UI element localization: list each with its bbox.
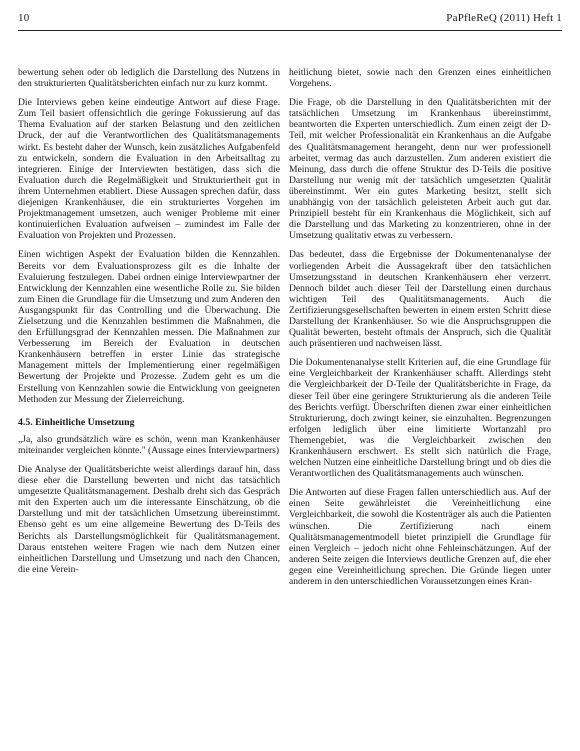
- paragraph: bewertung sehen oder ob lediglich die Darstellung des Nutzens in den strukturierten Qualitätsberichten einfach nur zu kurz kommt.: [18, 67, 280, 90]
- running-head: [18, 12, 562, 28]
- paragraph: Einen wichtigen Aspekt der Evaluation bilden die Kennzahlen. Bereits vor dem Evaluationsprozess gilt es die Inhalte der Evaluierung festzulegen. Dabei ordnen einige Interviewpartner der Entwicklung der Kennzahlen eine wesentliche Rolle zu. Sie bilden zum Einen die Grundlage für die Umsetzung und zum Anderen den Ausgangspunkt für das Controlling und die Überwachung. Die Zielsetzung und die Kennzahlen bestimmen die Maßnahmen, die den Erfüllungsgrad der Kennzahlen messen. Die Maßnahmen zur Verbesserung im Bereich der Evaluation in deutschen Krankenhäusern betreffen in erster Linie das strategische Management mittels der Implementierung einer regelmäßigen Bewertung der Projekte und Prozesse. Zudem geht es um die Erstellung von Kennzahlen sowie die Entwicklung von geeigneten Methoden zur Messung der Zielerreichung.: [18, 249, 280, 405]
- paragraph: Die Dokumentenanalyse stellt Kriterien auf, die eine Grundlage für eine Vergleichbarkeit der Krankenhäuser schafft. Allerdings steht die Vergleichbarkeit der D-Teile der Qualitätsberichte in Frage, da dieser Teil über eine geringere Strukturierung als die anderen Teile des Berichts verfügt. Überschriften dienen zwar einer einheitlichen Strukturierung, doch zwingt keiner, sie einzuhalten. Begrenzungen erfolgen lediglich über eine limitierte Wortanzahl pro Themengebiet, was die Vergleichbarkeit zwischen den Krankenhäusern erschwert. Es stellt sich natürlich die Frage, welchen Nutzen eine einheitliche Darstellung bringt und ob dies die Verantwortlichen des Qualitätsmanagements auch wünschen.: [289, 357, 551, 480]
- quote: „Ja, also grundsätzlich wäre es schön, wenn man Krankenhäuser miteinander vergleichen könnte." (Aussage eines Interviewpartners): [18, 433, 280, 456]
- paragraph: Das bedeutet, dass die Ergebnisse der Dokumentenanalyse der vorliegenden Arbeit die Aussagekraft über den tatsächlichen Umsetzungsstand in deutschen Krankenhäusern eher verzerrt. Dennoch bildet auch dieser Teil der Darstellung einen durchaus wichtigen Teil des Qualitätsmanagements. Auch die Zertifizierungsgesellschaften bewerten in einem ersten Schritt diese Darstellung der Krankenhäuser. So wie die Anspruchsgruppen die Qualität bewerten, besteht oftmals der Anspruch, sich die Qualität auch präsentieren und nachweisen lässt.: [289, 249, 551, 350]
- left-column: [18, 67, 280, 583]
- paragraph: Die Interviews geben keine eindeutige Antwort auf diese Frage. Zum Teil basiert offensichtlich die geringe Fokussierung auf das Thema Evaluation auf der starken Belastung und den zeitlichen Druck, der auf die Verantwortlichen des Qualitätsmanagements wirkt. Es besteht daher der Wunsch, kein zusätzliches Aufgabenfeld zu entwickeln, sondern die Evaluation in den Arbeitsalltag zu integrieren. Einige der Interviewten bestätigen, dass sich die Evaluation durch die Regelmäßigkeit und Strukturiertheit gut in ihrem Unternehmen etabliert. Diese Aussagen sprechen dafür, dass diejenigen Krankenhäuser, die ein strukturiertes Vorgehen im Projektmanagement umsetzen, auch weniger Probleme mit einer kontinuierlichen Evaluation aufweisen – zumindest im Falle der Evaluation von Projekten und Prozessen.: [18, 97, 280, 242]
- paragraph: Die Frage, ob die Darstellung in den Qualitätsberichten mit der tatsächlichen Umsetzung im Krankenhaus übereinstimmt, beantworten die Experten unterschiedlich. Zum einen zeigt der D-Teil, mit welcher Professionalität ein Krankenhaus an die Aufgabe des Qualitätsmanagement herangeht, denn nur wer professionell arbeitet, vermag das auch darzustellen. Zum anderen existiert die Meinung, dass durch die offene Struktur des D-Teils die positive Darstellung nur wenig mit der tatsächlich umgesetzten Qualität übereinstimmt. Wer ein gutes Marketing besitzt, stellt sich unabhängig von der tatsächlich geleisteten Arbeit auch gut dar. Prinzipiell besteht für ein Krankenhaus die Möglichkeit, sich auf die Darstellung und das Marketing zu konzentrieren, ohne in der Umsetzung qualitativ etwas zu verbessern.: [289, 97, 551, 242]
- paragraph: Die Analyse der Qualitätsberichte weist allerdings darauf hin, dass diese eher die Darstellung bewerten und nicht das tatsächlich umgesetzte Qualitätsmanagement. Deshalb dreht sich das Gespräch mit den Experten auch um die interessante Einschätzung, ob die Darstellung und mit der tatsächlichen Umsetzung übereinstimmt. Ebenso geht es um eine allgemeine Bewertung des D-Teils des Berichts als Darstellungsmöglichkeit für Qualitätsmanagement. Daraus entstehen weitere Fragen wie nach dem Nutzen einer einheitlichen Darstellung und Umsetzung und nach den Chancen, die eine Verein-: [18, 464, 280, 575]
- section-heading: 4.5. Einheitliche Umsetzung: [18, 416, 135, 428]
- paragraph: heitlichung bietet, sowie nach den Grenzen eines einheitlichen Vorgehens.: [289, 67, 551, 90]
- paragraph: Die Antworten auf diese Fragen fallen unterschiedlich aus. Auf der einen Seite gewährleistet die Vereinheitlichung eine Vergleichbarkeit, die sowohl die Kostenträger als auch die Patienten wünschen. Die Zertifizierung nach einem Qualitätsmanagementmodell bietet prinzipiell die Grundlage für einen Vergleich – jedoch nicht ohne Fehleinschätzungen. Auf der anderen Seite zeigen die Interviews deutliche Grenzen auf, die eher gegen eine Vereinheitlichung sprechen. Die Gründe liegen unter anderem in den unterschiedlichen Voraussetzungen eines Kran-: [289, 487, 551, 588]
- header-rule: [18, 30, 562, 31]
- journal-reference: PaPfleReQ (2011) Heft 1: [446, 12, 562, 24]
- page-number: 10: [18, 12, 30, 24]
- right-column: [289, 67, 551, 595]
